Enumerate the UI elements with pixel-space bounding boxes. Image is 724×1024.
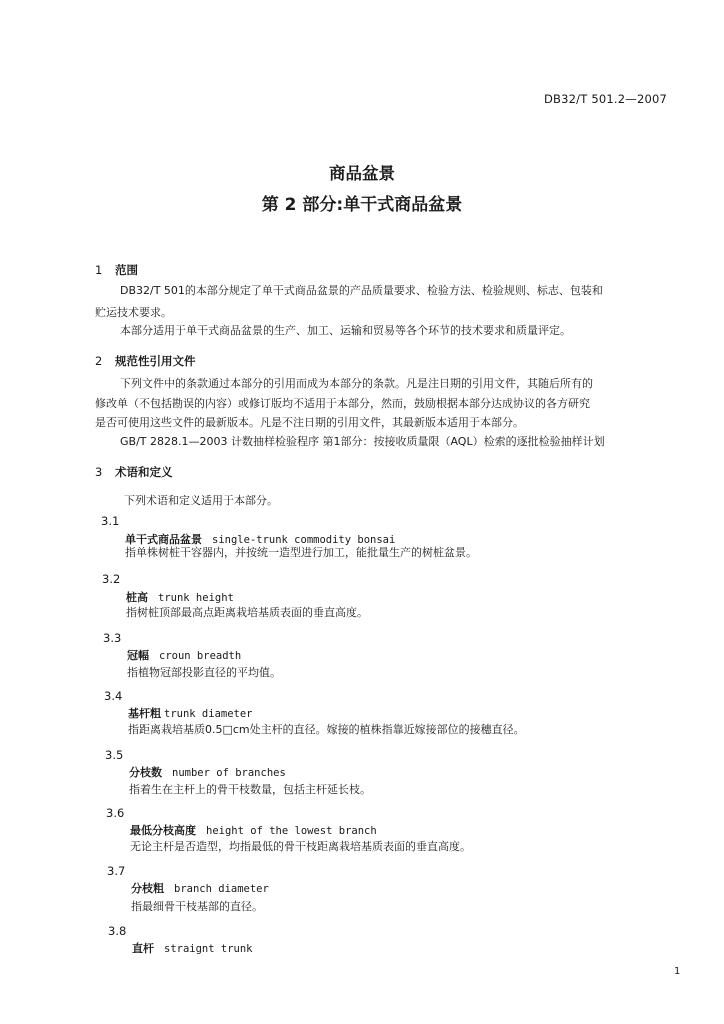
term-definition: 指距离栽培基质0.5□cm处主杆的直径。嫁接的植株指靠近嫁接部位的接穗直径。 — [128, 723, 525, 736]
document-title: 商品盆景 — [329, 164, 395, 183]
paragraph: 贮运技术要求。 — [95, 306, 172, 319]
term-title — [128, 705, 253, 721]
term-number: 3.2 — [102, 572, 121, 586]
paragraph: DB32/T 501的本部分规定了单干式商品盆景的产品质量要求、检验方法、检验规则、标志、包装和 — [120, 284, 603, 297]
term-en: straignt trunk — [164, 943, 253, 955]
term-number: 3.3 — [103, 631, 122, 645]
term-title — [132, 940, 253, 956]
term-zh: 分枝粗 — [131, 882, 164, 895]
term-definition: 指最细骨干枝基部的直径。 — [131, 900, 263, 913]
term-en: trunk diameter — [164, 708, 253, 720]
term-definition: 指单株树桩干容器内，并按统一造型进行加工，能批量生产的树桩盆景。 — [125, 546, 477, 559]
paragraph: 本部分适用于单干式商品盆景的生产、加工、运输和贸易等各个环节的技术要求和质量评定。 — [120, 324, 571, 337]
term-zh: 基杆粗 — [128, 707, 161, 720]
term-title — [127, 647, 241, 663]
section-title: 范围 — [115, 263, 138, 277]
section-number: 2 — [95, 354, 103, 368]
term-en: branch diameter — [174, 883, 269, 895]
term-definition: 无论主杆是否造型，均指最低的骨干枝距离栽培基质表面的垂直高度。 — [130, 840, 471, 853]
term-number: 3.8 — [108, 924, 127, 938]
term-number: 3.6 — [106, 806, 125, 820]
term-zh: 最低分枝高度 — [130, 824, 196, 837]
term-en: height of the lowest branch — [206, 825, 377, 837]
section-title: 规范性引用文件 — [115, 354, 196, 368]
term-definition: 指着生在主杆上的骨干枝数量，包括主杆延长枝。 — [129, 783, 371, 796]
document-subtitle: 第 2 部分:单干式商品盆景 — [261, 195, 463, 215]
term-zh: 分枝数 — [129, 766, 162, 779]
term-definition: 指植物冠部投影直径的平均值。 — [127, 666, 281, 679]
standard-number: DB32/T 501.2—2007 — [544, 92, 668, 106]
term-title — [131, 880, 269, 896]
term-definition: 指树桩顶部最高点距离栽培基质表面的垂直高度。 — [126, 606, 368, 619]
term-zh: 单干式商品盆景 — [125, 533, 202, 546]
paragraph: 下列文件中的条款通过本部分的引用而成为本部分的条款。凡是注日期的引用文件，其随后所有的 — [120, 377, 593, 390]
section-title: 术语和定义 — [115, 465, 173, 479]
term-en: number of branches — [172, 767, 286, 779]
term-number: 3.7 — [107, 864, 126, 878]
term-title — [126, 589, 234, 605]
section-heading-scope — [95, 262, 138, 278]
term-number: 3.4 — [104, 689, 123, 703]
section-heading-terms-definitions — [95, 464, 173, 480]
term-en: single-trunk commodity bonsai — [212, 534, 396, 546]
term-title — [130, 822, 377, 838]
term-en: trunk height — [158, 592, 234, 604]
page-number: 1 — [674, 966, 681, 977]
term-en: croun breadth — [159, 650, 242, 662]
paragraph: 下列术语和定义适用于本部分。 — [124, 494, 278, 507]
term-zh: 直杆 — [132, 942, 154, 955]
section-number: 3 — [95, 465, 103, 479]
term-number: 3.1 — [101, 514, 120, 528]
section-heading-normative-references — [95, 353, 196, 369]
paragraph: 修改单（不包括勘误的内容）或修订版均不适用于本部分，然而，鼓励根据本部分达成协议的各方研究 — [95, 397, 590, 410]
term-zh: 桩高 — [126, 591, 148, 604]
term-zh: 冠幅 — [127, 649, 149, 662]
term-number: 3.5 — [105, 748, 124, 762]
paragraph: 是否可使用这些文件的最新版本。凡是不注日期的引用文件，其最新版本适用于本部分。 — [95, 416, 524, 429]
term-title — [129, 764, 286, 780]
section-number: 1 — [95, 263, 103, 277]
reference-entry: GB/T 2828.1—2003 计数抽样检验程序 第1部分：按接收质量限（AQL）检索的逐批检验抽样计划 — [120, 435, 605, 448]
